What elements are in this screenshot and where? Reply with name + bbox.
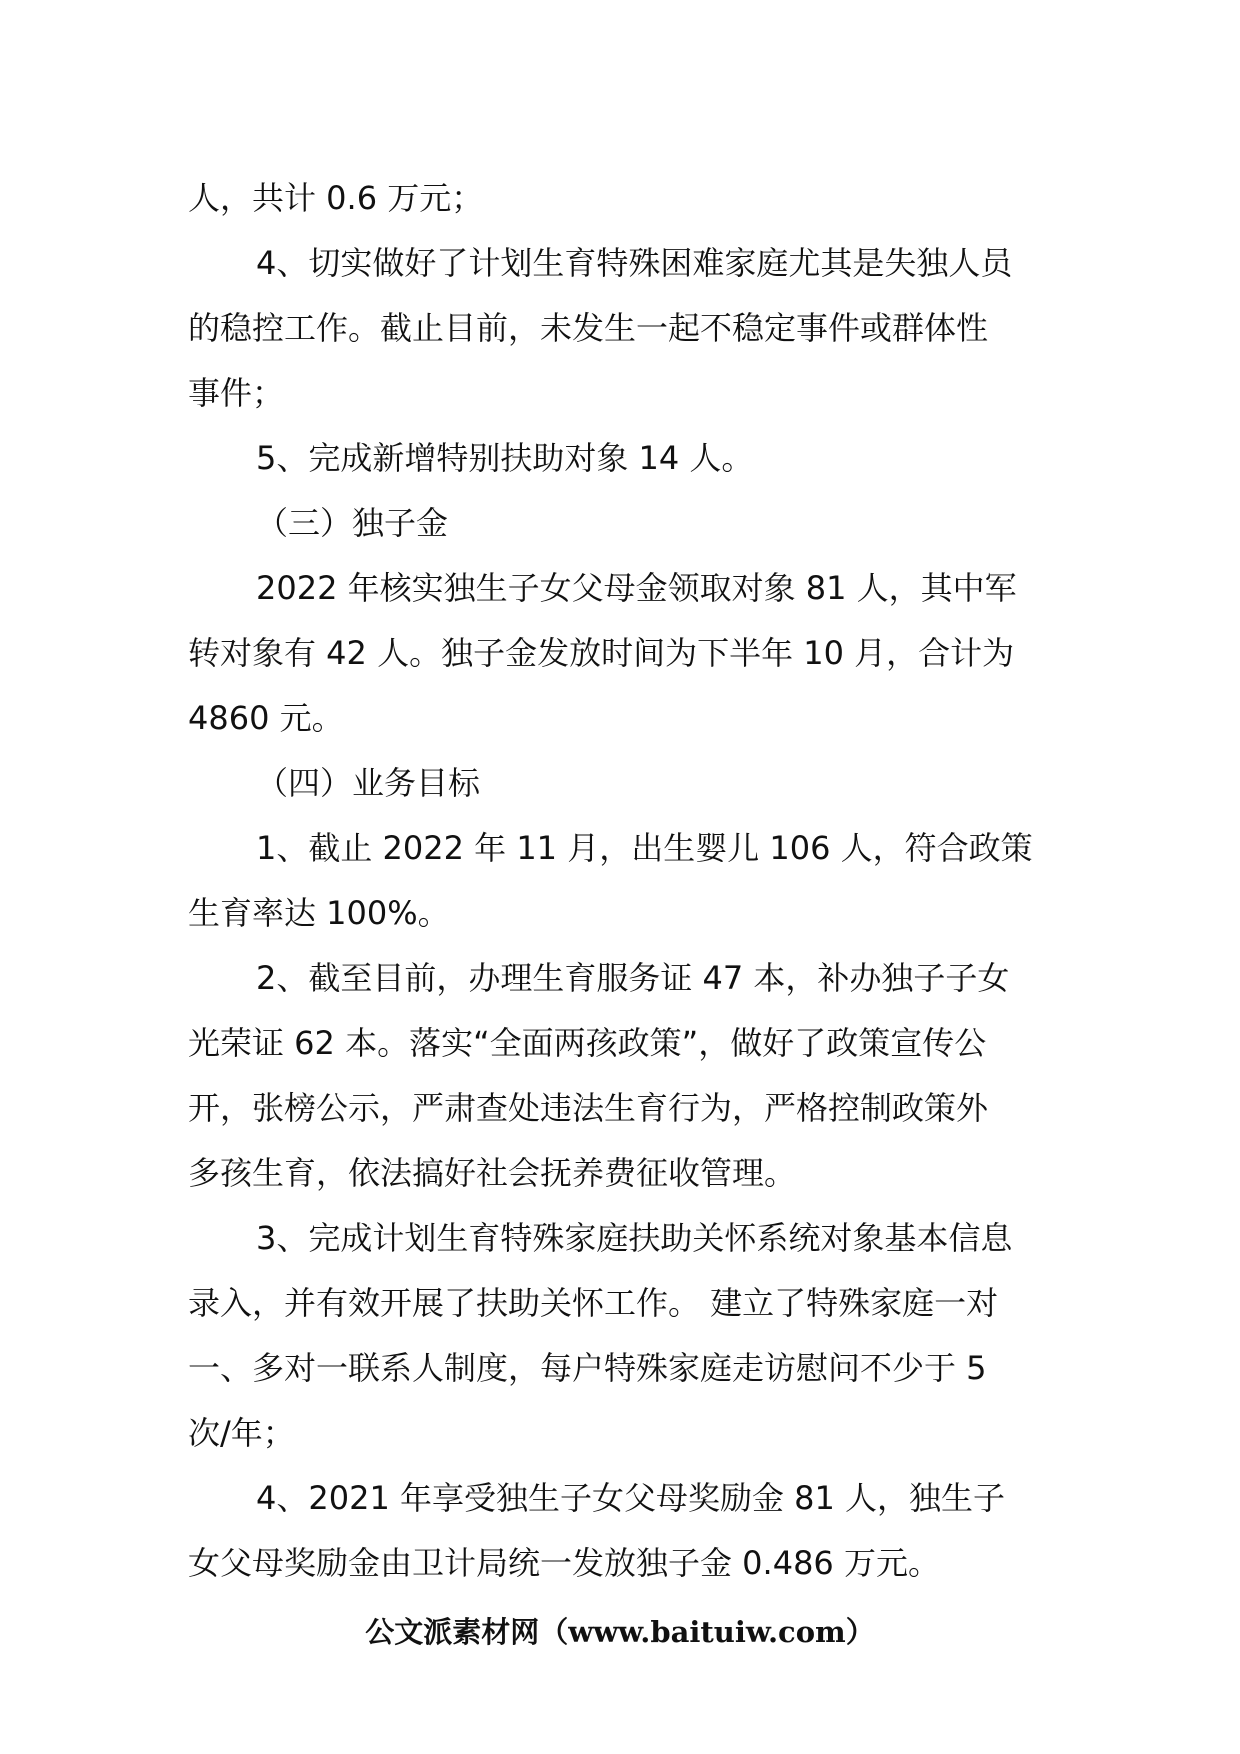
section-heading: （四）业务目标: [256, 764, 481, 802]
text-line: 3、完成计划生育特殊家庭扶助关怀系统对象基本信息: [256, 1219, 1013, 1257]
text-line: 光荣证 62 本。落实“全面两孩政策”，做好了政策宣传公: [188, 1024, 987, 1062]
text-line: 的稳控工作。截止目前，未发生一起不稳定事件或群体性: [188, 309, 989, 347]
text-line: 事件；: [188, 374, 285, 412]
text-line: 开，张榜公示，严肃查处违法生育行为，严格控制政策外: [188, 1089, 989, 1127]
section-heading: （三）独子金: [256, 504, 449, 542]
text-line: 录入，并有效开展了扶助关怀工作。 建立了特殊家庭一对: [188, 1284, 999, 1322]
text-line: 转对象有 42 人。独子金发放时间为下半年 10 月，合计为: [188, 634, 1015, 672]
text-line: 2022 年核实独生子女父母金领取对象 81 人，其中军: [256, 569, 1017, 607]
text-line: 4、切实做好了计划生育特殊困难家庭尤其是失独人员: [256, 244, 1013, 282]
text-line: 2、截至目前，办理生育服务证 47 本，补办独子子女: [256, 959, 1010, 997]
text-line: 4、2021 年享受独生子女父母奖励金 81 人，独生子: [256, 1479, 1006, 1517]
text-line: 次/年；: [188, 1414, 295, 1452]
text-line: 一、多对一联系人制度，每户特殊家庭走访慰问不少于 5: [188, 1349, 987, 1387]
document-body: [188, 166, 1068, 1596]
text-line: 女父母奖励金由卫计局统一发放独子金 0.486 万元。: [188, 1544, 940, 1582]
text-line: 5、完成新增特别扶助对象 14 人。: [256, 439, 754, 477]
text-line: 1、截止 2022 年 11 月，出生婴儿 106 人，符合政策: [256, 829, 1033, 867]
text-line: 4860 元。: [188, 699, 344, 737]
footer-watermark: 公文派素材网（www.baituiw.com）: [365, 1615, 875, 1649]
text-line: 多孩生育，依法搞好社会抚养费征收管理。: [188, 1154, 797, 1192]
text-line: 生育率达 100%。: [188, 894, 450, 932]
text-line: 人，共计 0.6 万元；: [188, 179, 484, 217]
